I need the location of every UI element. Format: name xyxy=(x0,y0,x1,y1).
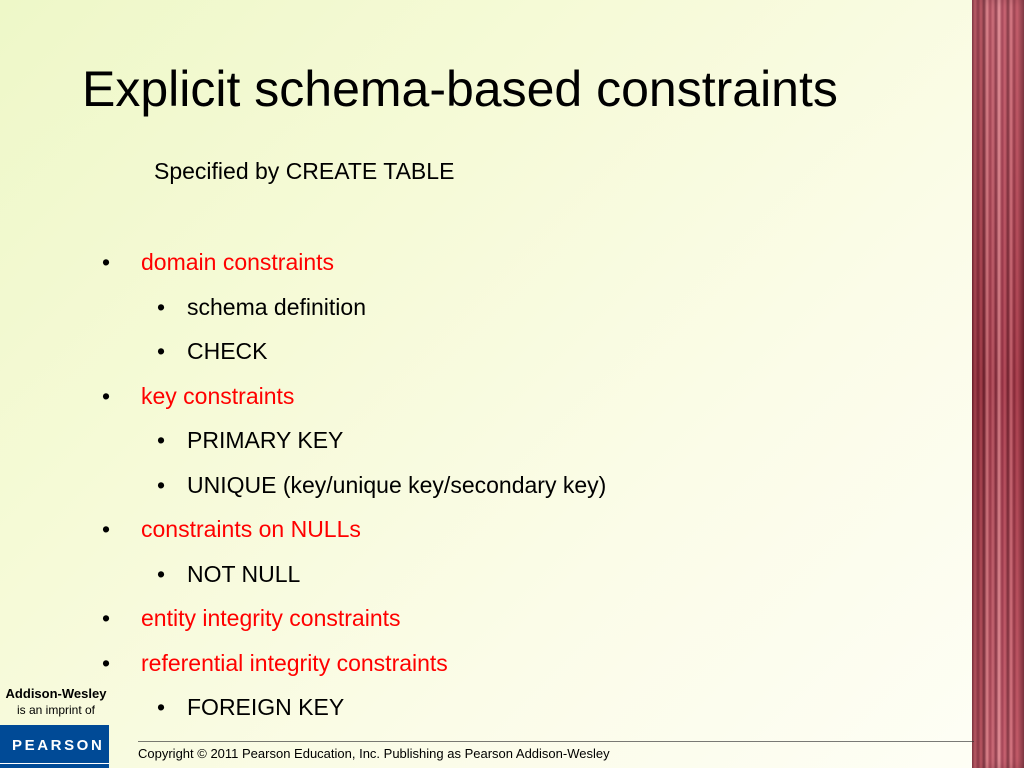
bullet-marker: • xyxy=(157,560,166,587)
bullet-text: PRIMARY KEY xyxy=(187,427,344,453)
list-item-primary-key xyxy=(0,418,900,463)
constraints-list xyxy=(0,240,900,730)
list-item-referential-integrity xyxy=(0,641,900,686)
bullet-text: key constraints xyxy=(141,382,295,409)
bullet-marker: • xyxy=(102,516,111,542)
publisher-branding xyxy=(0,686,112,717)
slide-title: Explicit schema-based constraints xyxy=(82,61,838,117)
pearson-logo xyxy=(0,725,109,768)
list-item-foreign-key xyxy=(0,685,900,730)
copyright-footer: Copyright © 2011 Pearson Education, Inc. Publishing as Pearson Addison-Wesley xyxy=(138,746,610,761)
bullet-marker: • xyxy=(157,293,166,320)
slide-subtitle: Specified by CREATE TABLE xyxy=(154,158,455,184)
bullet-text: UNIQUE (key/unique key/secondary key) xyxy=(187,471,607,498)
decorative-ribbon-strip xyxy=(972,0,1024,768)
bullet-marker: • xyxy=(102,649,111,676)
list-item-check xyxy=(0,329,900,374)
bullet-marker: • xyxy=(102,605,111,631)
list-item-null-constraints xyxy=(0,507,900,552)
footer-divider xyxy=(138,741,974,742)
list-item-domain-constraints xyxy=(0,240,900,285)
bullet-text: CHECK xyxy=(187,338,268,364)
publisher-imprint-text: is an imprint of xyxy=(16,703,96,717)
bullet-text: NOT NULL xyxy=(187,560,301,587)
bullet-marker: • xyxy=(102,249,111,275)
bullet-marker: • xyxy=(157,694,166,720)
bullet-text: entity integrity constraints xyxy=(141,605,401,631)
list-item-entity-integrity xyxy=(0,596,900,641)
list-item-schema-definition xyxy=(0,285,900,330)
bullet-marker: • xyxy=(102,382,111,409)
bullet-text: constraints on NULLs xyxy=(141,516,361,542)
bullet-text: referential integrity constraints xyxy=(141,649,448,676)
pearson-logo-underline xyxy=(0,763,109,764)
bullet-text: FOREIGN KEY xyxy=(187,694,345,720)
list-item-key-constraints xyxy=(0,374,900,419)
bullet-text: schema definition xyxy=(187,293,366,320)
bullet-marker: • xyxy=(157,471,166,498)
bullet-marker: • xyxy=(157,427,166,453)
list-item-unique xyxy=(0,463,900,508)
list-item-not-null xyxy=(0,552,900,597)
pearson-logo-wordmark: PEARSON xyxy=(12,737,105,754)
bullet-text: domain constraints xyxy=(141,249,335,275)
bullet-marker: • xyxy=(157,338,166,364)
publisher-name: Addison-Wesley xyxy=(5,686,107,701)
